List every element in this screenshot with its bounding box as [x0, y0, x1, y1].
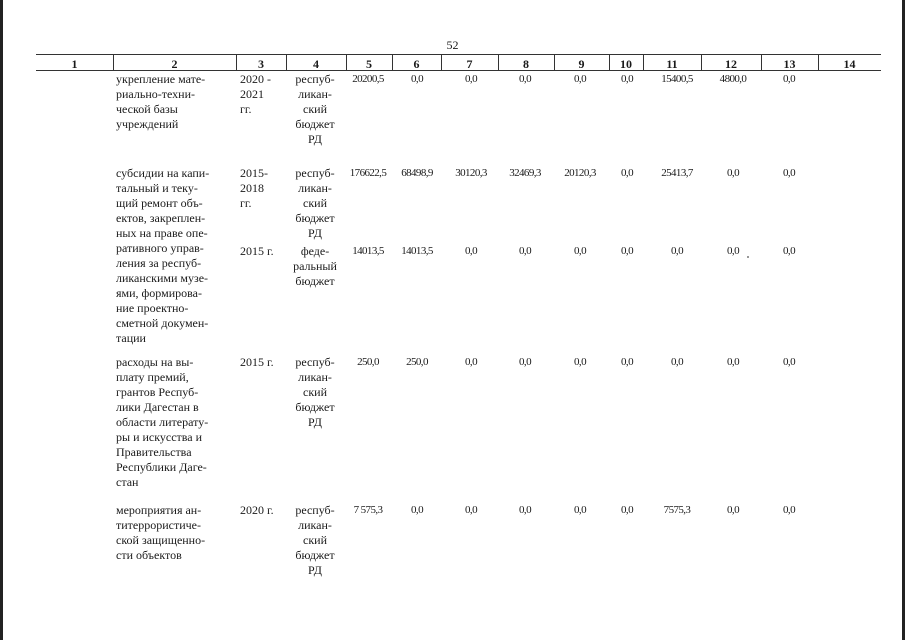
- row-description: субсидии на капи- тальный и теку- щий ремонт объ- ектов, закреплен- ных на праве опе- ративного управ- ления за респуб- ликанскими музе- ями, формирова- ние проектно- сметной докумен- тации: [116, 166, 210, 345]
- row-value-col-11: 15400,5: [661, 73, 693, 85]
- row-value-col-10: 0,0: [621, 167, 633, 179]
- row-value-col-5: 250,0: [357, 356, 379, 368]
- column-header-10: 10: [620, 57, 632, 71]
- row-value-col-9: 20120,3: [564, 167, 596, 179]
- row-value-col-10: 0,0: [621, 245, 633, 257]
- row-value-col-8: 0,0: [519, 504, 531, 516]
- row-value-col-5: 20200,5: [352, 73, 384, 85]
- row-funding-source: феде- ральный бюджет: [293, 244, 337, 288]
- row-value-col-5: 176622,5: [349, 167, 387, 179]
- row-value-col-13: 0,0: [783, 245, 795, 257]
- column-header-7: 7: [466, 57, 473, 71]
- row-value-col-8: 0,0: [519, 356, 531, 368]
- table-top-border: [36, 54, 881, 55]
- row-period: 2020 - 2021 гг.: [240, 72, 271, 116]
- row-value-col-8: 0,0: [519, 73, 531, 85]
- row-value-col-9: 0,0: [574, 73, 586, 85]
- row-description: расходы на вы- плату премий, грантов Респуб- лики Дагестан в области литерату- ры и искусства и Правительства Республики Даге- стан: [116, 355, 209, 489]
- row-funding-source: респуб- ликан- ский бюджет РД: [295, 503, 335, 577]
- row-value-col-8: 0,0: [519, 245, 531, 257]
- row-value-col-5: 14013,5: [352, 245, 384, 257]
- row-value-col-12: 0,0: [727, 504, 739, 516]
- row-value-col-10: 0,0: [621, 73, 633, 85]
- row-value-col-13: 0,0: [783, 73, 795, 85]
- row-value-col-10: 0,0: [621, 356, 633, 368]
- row-period: 2015- 2018 гг.: [240, 166, 268, 210]
- row-value-col-6: 68498,9: [401, 167, 433, 179]
- row-period: 2020 г.: [240, 503, 274, 517]
- column-header-6: 6: [413, 57, 420, 71]
- column-header-8: 8: [523, 57, 529, 71]
- row-value-col-10: 0,0: [621, 504, 633, 516]
- row-funding-source: респуб- ликан- ский бюджет РД: [295, 72, 335, 146]
- row-value-col-5: 7 575,3: [353, 504, 383, 516]
- row-value-col-6: 14013,5: [401, 245, 433, 257]
- column-header-11: 11: [666, 57, 678, 71]
- row-value-col-6: 0,0: [411, 73, 423, 85]
- row-funding-source: респуб- ликан- ский бюджет РД: [295, 355, 335, 429]
- column-header-3: 3: [258, 57, 264, 71]
- column-header-9: 9: [578, 57, 585, 71]
- column-header-1: 1: [71, 57, 78, 71]
- row-value-col-13: 0,0: [783, 504, 795, 516]
- column-header-5: 5: [366, 57, 372, 71]
- row-value-col-11: 0,0: [671, 245, 683, 257]
- row-value-col-12: 0,0: [727, 167, 739, 179]
- column-header-12: 12: [725, 57, 737, 71]
- scan-speck: [747, 256, 749, 258]
- row-value-col-7: 0,0: [465, 245, 477, 257]
- column-header-2: 2: [171, 57, 178, 71]
- row-value-col-7: 0,0: [465, 504, 477, 516]
- row-value-col-7: 0,0: [465, 73, 477, 85]
- row-value-col-13: 0,0: [783, 356, 795, 368]
- row-value-col-8: 32469,3: [509, 167, 541, 179]
- row-value-col-9: 0,0: [574, 245, 586, 257]
- page-number: 52: [446, 38, 459, 52]
- row-period: 2015 г.: [240, 355, 274, 369]
- row-value-col-13: 0,0: [783, 167, 795, 179]
- row-value-col-12: 4800,0: [719, 73, 747, 85]
- row-value-col-6: 250,0: [406, 356, 428, 368]
- row-value-col-12: 0,0: [727, 245, 739, 257]
- scan-left-edge: [0, 0, 3, 640]
- column-header-4: 4: [313, 57, 319, 71]
- row-value-col-6: 0,0: [411, 504, 423, 516]
- row-value-col-7: 30120,3: [455, 167, 487, 179]
- column-header-14: 14: [843, 57, 856, 71]
- row-value-col-7: 0,0: [465, 356, 477, 368]
- row-description: мероприятия ан- титеррористиче- ской защищенно- сти объектов: [116, 503, 206, 562]
- row-value-col-11: 7575,3: [663, 504, 691, 516]
- row-value-col-11: 0,0: [671, 356, 683, 368]
- row-value-col-9: 0,0: [574, 356, 586, 368]
- row-description: укрепление мате- риально-техни- ческой базы учреждений: [116, 72, 206, 131]
- row-period: 2015 г.: [240, 244, 274, 258]
- row-value-col-11: 25413,7: [661, 167, 693, 179]
- row-value-col-12: 0,0: [727, 356, 739, 368]
- row-value-col-9: 0,0: [574, 504, 586, 516]
- row-funding-source: респуб- ликан- ский бюджет РД: [295, 166, 335, 240]
- column-header-13: 13: [783, 57, 796, 71]
